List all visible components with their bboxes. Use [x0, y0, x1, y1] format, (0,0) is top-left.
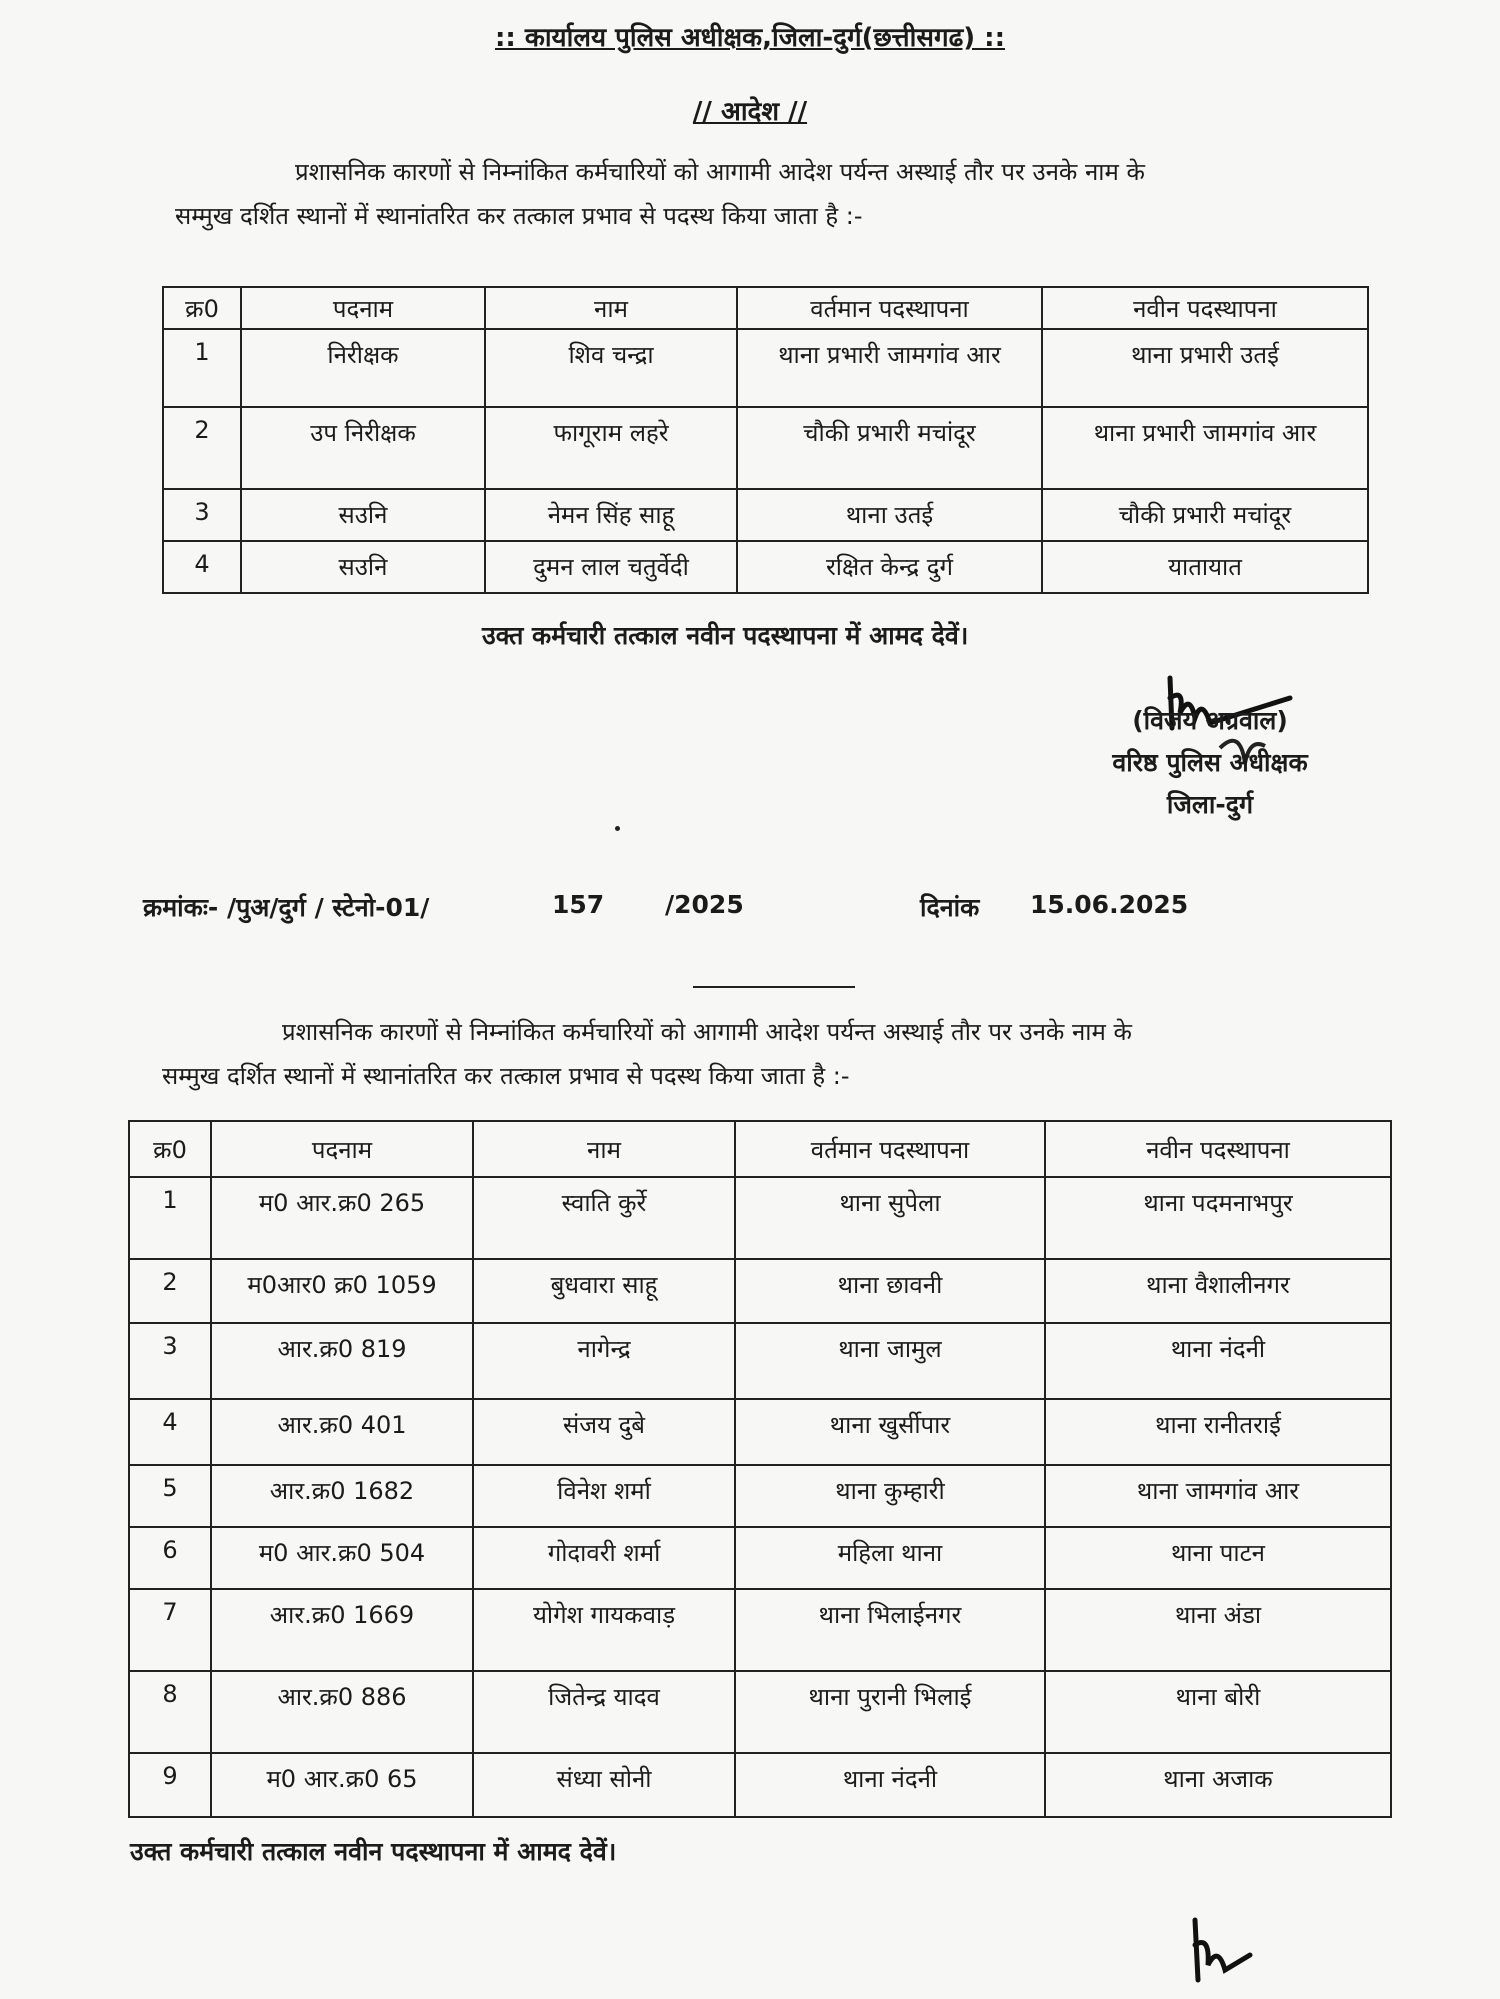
cell-sn: 1	[129, 1177, 211, 1259]
signatory-title: वरिष्ठ पुलिस अधीक्षक	[1112, 748, 1308, 777]
reference-number: 157	[552, 890, 605, 919]
cell-sn: 1	[163, 329, 241, 407]
cell-current: रक्षित केन्द्र दुर्ग	[737, 541, 1042, 593]
col-current-posting: वर्तमान पदस्थापना	[737, 287, 1042, 329]
cell-designation: आर.क्र0 401	[211, 1399, 473, 1465]
date-label: दिनांक	[920, 893, 980, 922]
cell-new: थाना अंडा	[1045, 1589, 1391, 1671]
cell-name: गोदावरी शर्मा	[473, 1527, 735, 1589]
order-heading: // आदेश //	[692, 97, 808, 127]
cell-name: संध्या सोनी	[473, 1753, 735, 1817]
closing-line-1: उक्त कर्मचारी तत्काल नवीन पदस्थापना में आमद देवें।	[482, 621, 969, 650]
intro2-line-2: सम्मुख दर्शित स्थानों में स्थानांतरित कर तत्काल प्रभाव से पदस्थ किया जाता है :-	[162, 1062, 850, 1090]
intro-paragraph-2	[162, 1010, 1332, 1098]
cell-designation: सउनि	[241, 541, 485, 593]
col-sn: क्र0	[163, 287, 241, 329]
reference-year: /2025	[665, 890, 744, 919]
cell-designation: उप निरीक्षक	[241, 407, 485, 489]
cell-new: थाना नंदनी	[1045, 1323, 1391, 1399]
stray-dot	[615, 826, 620, 831]
intro-line-1: प्रशासनिक कारणों से निम्नांकित कर्मचारियों को आगामी आदेश पर्यन्त अस्थाई तौर पर उनके नाम के	[295, 158, 1145, 186]
cell-designation: म0आर0 क्र0 1059	[211, 1259, 473, 1323]
cell-current: थाना जामुल	[735, 1323, 1045, 1399]
cell-current: थाना नंदनी	[735, 1753, 1045, 1817]
cell-name: बुधवारा साहू	[473, 1259, 735, 1323]
cell-name: नेमन सिंह साहू	[485, 489, 737, 541]
cell-name: विनेश शर्मा	[473, 1465, 735, 1527]
cell-current: थाना पुरानी भिलाई	[735, 1671, 1045, 1753]
cell-current: थाना छावनी	[735, 1259, 1045, 1323]
reference-prefix: क्रमांकः- /पुअ/दुर्ग / स्टेनो-01/	[143, 893, 430, 922]
cell-sn: 5	[129, 1465, 211, 1527]
table-header-row	[129, 1121, 1391, 1177]
signatory-name: (विजय अग्रवाल)	[1132, 706, 1288, 735]
cell-current: थाना खुर्सीपार	[735, 1399, 1045, 1465]
signature-block	[1080, 700, 1340, 826]
cell-current: थाना सुपेला	[735, 1177, 1045, 1259]
cell-name: फागूराम लहरे	[485, 407, 737, 489]
cell-new: यातायात	[1042, 541, 1368, 593]
table-row	[129, 1671, 1391, 1753]
cell-new: थाना रानीतराई	[1045, 1399, 1391, 1465]
cell-current: चौकी प्रभारी मचांदूर	[737, 407, 1042, 489]
transfer-table-2	[128, 1120, 1392, 1818]
cell-name: दुमन लाल चतुर्वेदी	[485, 541, 737, 593]
office-heading: :: कार्यालय पुलिस अधीक्षक,जिला-दुर्ग(छत्तीसगढ) ::	[495, 23, 1005, 53]
cell-new: चौकी प्रभारी मचांदूर	[1042, 489, 1368, 541]
table-row	[129, 1399, 1391, 1465]
cell-designation: आर.क्र0 819	[211, 1323, 473, 1399]
cell-current: थाना कुम्हारी	[735, 1465, 1045, 1527]
cell-name: जितेन्द्र यादव	[473, 1671, 735, 1753]
col-new-posting: नवीन पदस्थापना	[1045, 1121, 1391, 1177]
cell-sn: 2	[163, 407, 241, 489]
cell-name: योगेश गायकवाड़	[473, 1589, 735, 1671]
cell-new: थाना पदमनाभपुर	[1045, 1177, 1391, 1259]
cell-sn: 3	[163, 489, 241, 541]
cell-sn: 8	[129, 1671, 211, 1753]
table-row	[129, 1465, 1391, 1527]
cell-sn: 6	[129, 1527, 211, 1589]
col-designation: पदनाम	[241, 287, 485, 329]
cell-name: शिव चन्द्रा	[485, 329, 737, 407]
cell-sn: 7	[129, 1589, 211, 1671]
table-row	[129, 1527, 1391, 1589]
cell-sn: 4	[163, 541, 241, 593]
cell-designation: आर.क्र0 886	[211, 1671, 473, 1753]
table-row	[129, 1177, 1391, 1259]
intro-line-2: सम्मुख दर्शित स्थानों में स्थानांतरित कर तत्काल प्रभाव से पदस्थ किया जाता है :-	[175, 202, 863, 230]
table-row	[129, 1589, 1391, 1671]
cell-designation: म0 आर.क्र0 65	[211, 1753, 473, 1817]
col-new-posting: नवीन पदस्थापना	[1042, 287, 1368, 329]
col-current-posting: वर्तमान पदस्थापना	[735, 1121, 1045, 1177]
table-row	[163, 407, 1368, 489]
cell-name: स्वाति कुर्रे	[473, 1177, 735, 1259]
cell-new: थाना पाटन	[1045, 1527, 1391, 1589]
col-name: नाम	[485, 287, 737, 329]
signatory-district: जिला-दुर्ग	[1166, 790, 1254, 819]
table-row	[129, 1259, 1391, 1323]
cell-new: थाना अजाक	[1045, 1753, 1391, 1817]
cell-name: नागेन्द्र	[473, 1323, 735, 1399]
cell-sn: 4	[129, 1399, 211, 1465]
cell-name: संजय दुबे	[473, 1399, 735, 1465]
cell-new: थाना बोरी	[1045, 1671, 1391, 1753]
table-header-row	[163, 287, 1368, 329]
cell-new: थाना प्रभारी उतई	[1042, 329, 1368, 407]
cell-designation: निरीक्षक	[241, 329, 485, 407]
order-date: 15.06.2025	[1030, 890, 1189, 919]
cell-designation: म0 आर.क्र0 504	[211, 1527, 473, 1589]
table-row	[163, 329, 1368, 407]
col-sn: क्र0	[129, 1121, 211, 1177]
cell-sn: 2	[129, 1259, 211, 1323]
table-row	[129, 1753, 1391, 1817]
table-row	[163, 489, 1368, 541]
cell-new: थाना वैशालीनगर	[1045, 1259, 1391, 1323]
intro2-line-1: प्रशासनिक कारणों से निम्नांकित कर्मचारियों को आगामी आदेश पर्यन्त अस्थाई तौर पर उनके नाम के	[282, 1018, 1132, 1046]
cell-new: थाना जामगांव आर	[1045, 1465, 1391, 1527]
table-row	[129, 1323, 1391, 1399]
signature-mark-bottom	[1180, 1910, 1260, 1990]
cell-designation: आर.क्र0 1682	[211, 1465, 473, 1527]
cell-current: थाना प्रभारी जामगांव आर	[737, 329, 1042, 407]
cell-current: महिला थाना	[735, 1527, 1045, 1589]
section-divider	[693, 986, 855, 988]
intro-paragraph-1	[175, 150, 1320, 238]
transfer-table-1	[162, 286, 1369, 594]
cell-designation: सउनि	[241, 489, 485, 541]
cell-current: थाना उतई	[737, 489, 1042, 541]
cell-sn: 9	[129, 1753, 211, 1817]
col-name: नाम	[473, 1121, 735, 1177]
cell-designation: म0 आर.क्र0 265	[211, 1177, 473, 1259]
closing-line-2: उक्त कर्मचारी तत्काल नवीन पदस्थापना में आमद देवें।	[130, 1837, 617, 1866]
cell-designation: आर.क्र0 1669	[211, 1589, 473, 1671]
col-designation: पदनाम	[211, 1121, 473, 1177]
cell-new: थाना प्रभारी जामगांव आर	[1042, 407, 1368, 489]
cell-sn: 3	[129, 1323, 211, 1399]
table-row	[163, 541, 1368, 593]
cell-current: थाना भिलाईनगर	[735, 1589, 1045, 1671]
